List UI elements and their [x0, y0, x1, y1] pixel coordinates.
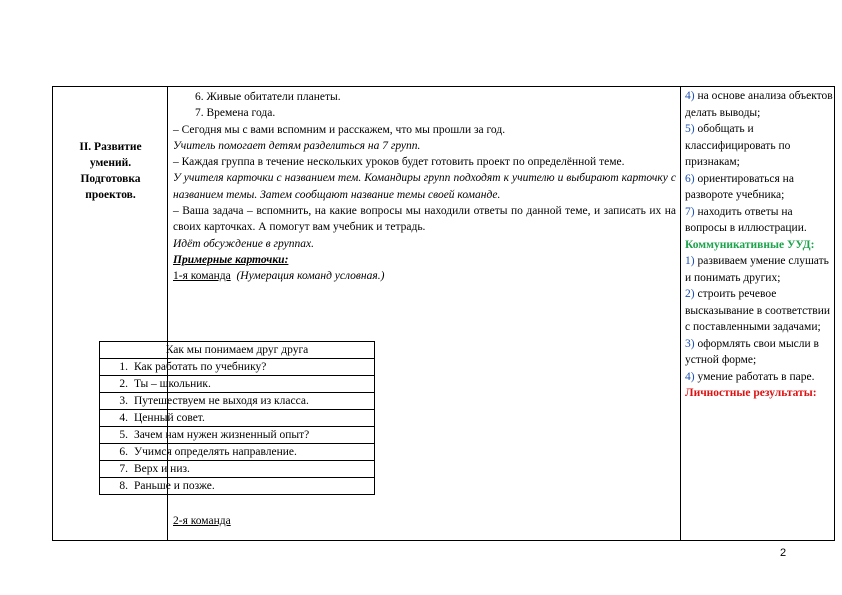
communicative-uud-heading: Коммуникативные УУД: [685, 238, 815, 251]
row-text: Путешествуем не выходя из класса. [134, 395, 309, 407]
table-row [100, 393, 375, 410]
uud-item-text: строить речевое высказывание в соответствии с поставленными задачами; [685, 288, 831, 333]
uud-item-number: 7) [685, 205, 695, 218]
topic-item-6: 6. Живые обитатели планеты. [195, 91, 341, 103]
uud-item-text: развиваем умение слушать и понимать других; [685, 255, 829, 284]
row-text: Раньше и позже. [134, 480, 215, 492]
row-number: 8. [119, 480, 128, 492]
table-row [100, 461, 375, 478]
uud-item-number: 4) [685, 370, 695, 383]
uud-item [685, 253, 833, 286]
table-row [100, 427, 375, 444]
row-number: 5. [119, 429, 128, 441]
table-row [100, 444, 375, 461]
uud-item-number: 4) [685, 90, 695, 102]
row-text: Зачем нам нужен жизненный опыт? [134, 429, 310, 441]
row-text: Как работать по учебнику? [134, 361, 267, 373]
row-number: 3. [119, 395, 128, 407]
cards-heading: Примерные карточки: [173, 253, 289, 266]
stage-line: умений. [89, 157, 132, 169]
uud-item [685, 171, 833, 204]
uud-item-text: обобщать и классифицировать по признакам; [685, 123, 791, 168]
uud-item [685, 336, 833, 369]
row-number: 6. [119, 446, 128, 458]
uud-item-number: 5) [685, 123, 695, 135]
row-text: Ты – школьник. [134, 378, 211, 390]
teacher-action: У учителя карточки с названием тем. Командиры групп подходят к учителю и выбирают карточку с названием темы. Затем сообщают название темы своей команде. [173, 172, 676, 201]
table-row [100, 410, 375, 427]
discussion-note: Идёт обсуждение в группах. [173, 237, 314, 250]
uud-item-text: умение работать в паре. [694, 370, 815, 383]
uud-item [685, 369, 833, 386]
table-row [100, 359, 375, 376]
row-number: 1. [119, 361, 128, 373]
row-number: 4. [119, 412, 128, 424]
uud-item-text: на основе анализа объектов делать выводы; [685, 90, 833, 119]
personal-results-heading: Личностные результаты: [685, 387, 817, 399]
table-row [100, 376, 375, 393]
topic-card-table [99, 341, 375, 495]
stage-line: проектов. [85, 189, 136, 201]
team-note: (Нумерация команд условная.) [236, 270, 385, 283]
card-table-header: Как мы понимаем друг друга [100, 342, 375, 359]
uud-item-number: 6) [685, 172, 695, 185]
row-text: Ценный совет. [134, 412, 205, 424]
row-text: Верх и низ. [134, 463, 190, 475]
row-number: 7. [119, 463, 128, 475]
row-text: Учимся определять направление. [134, 446, 297, 458]
team-2-label: 2-я команда [173, 515, 231, 527]
stage-line: Подготовка [80, 173, 141, 185]
topic-item-7: 7. Времена года. [195, 107, 276, 120]
team-1-label: 1-я команда [173, 270, 231, 283]
teacher-speech: – Сегодня мы с вами вспомним и расскажем, что мы прошли за год. [173, 123, 506, 136]
content-cell [173, 89, 676, 285]
stage-cell [53, 139, 168, 203]
table-row [100, 478, 375, 495]
page-number: 2 [780, 547, 787, 559]
uud-item [685, 88, 833, 121]
uud-item-text: находить ответы на вопросы в иллюстрации. [685, 205, 807, 234]
team-1-line [173, 268, 676, 284]
lesson-table [52, 86, 835, 541]
uud-item [685, 204, 833, 237]
stage-line: II. Развитие [79, 141, 142, 153]
uud-item-number: 1) [685, 255, 695, 267]
uud-item-text: оформлять свои мысли в устной форме; [685, 337, 819, 366]
column-divider [680, 87, 681, 540]
uud-item-text: ориентироваться на развороте учебника; [685, 172, 794, 201]
uud-item-number: 2) [685, 288, 695, 300]
uud-cell [685, 88, 833, 402]
uud-item-number: 3) [685, 337, 695, 350]
uud-item [685, 286, 833, 336]
row-number: 2. [119, 378, 128, 390]
teacher-action: Учитель помогает детям разделиться на 7 групп. [173, 139, 421, 152]
teacher-speech: – Ваша задача – вспомнить, на какие вопросы мы находили ответы по данной теме, и записать их на своих карточках. А помогут вам учебник и тетрадь. [173, 205, 676, 234]
teacher-speech: – Каждая группа в течение нескольких уроков будет готовить проект по определённой теме. [173, 156, 625, 169]
uud-item [685, 121, 833, 171]
